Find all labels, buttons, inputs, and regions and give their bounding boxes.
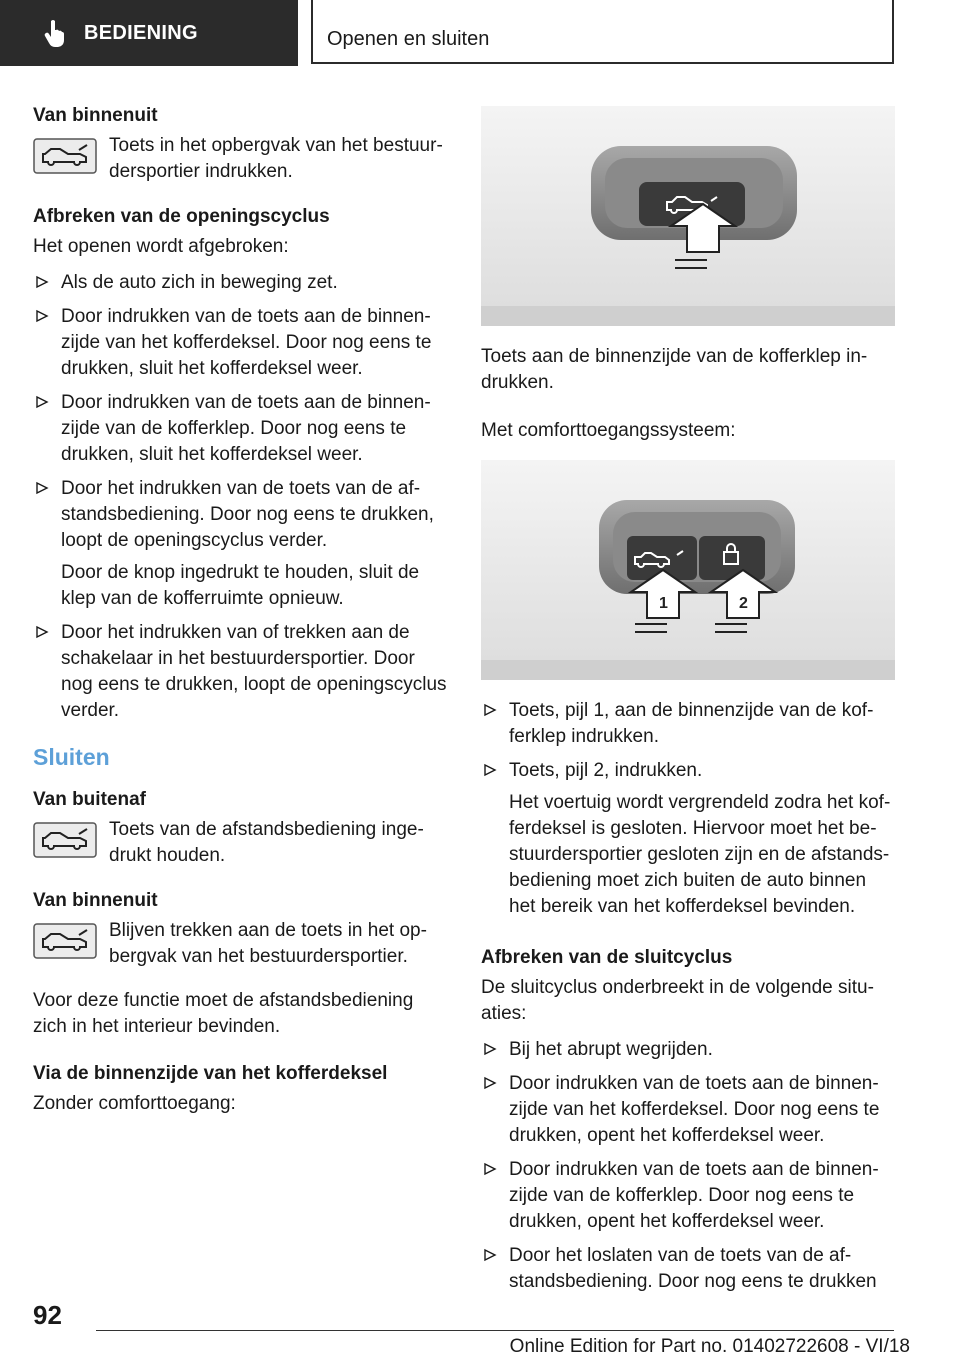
instruction-van-binnenuit-sluiten [33, 918, 451, 970]
instruction-van-binnenuit [33, 133, 451, 185]
list-item-text: Toets, pijl 1, aan de binnenzijde van de kofferklep indrukken. [509, 700, 874, 747]
triangle-bullet-icon [483, 1076, 497, 1090]
list-afbreken-sluitcyclus [481, 1037, 895, 1295]
triangle-bullet-icon [35, 275, 49, 289]
list-comfort-steps [481, 698, 895, 920]
list-item [33, 304, 451, 382]
triangle-bullet-icon [483, 763, 497, 777]
header-topic: Openen en sluiten [327, 28, 490, 50]
triangle-bullet-icon [483, 1042, 497, 1056]
arrow-label-1: 1 [659, 595, 668, 612]
header-topic-box [311, 0, 894, 64]
list-item-extra-text: Het voertuig wordt vergrendeld zodra het kofferdeksel is gesloten. Hiervoor moet het bestuurdersportier gesloten zijn en de afstandsbediening moet zich buiten de auto binnen het bereik van het kofferdeksel bevinden. [509, 792, 891, 917]
text-zonder-comforttoegang: Zonder comforttoegang: [33, 1093, 236, 1114]
text-afbreken-intro: Het openen wordt afgebroken: [33, 236, 289, 257]
subhead-afbreken-sluitcyclus: Afbreken van de sluitcyclus [481, 947, 733, 968]
subhead-van-buitenaf: Van buitenaf [33, 789, 146, 810]
list-item [481, 1243, 895, 1295]
list-item-text: Door indrukken van de toets aan de binnenzijde van het kofferdeksel. Door nog eens te drukken, sluit het kofferdeksel weer. [61, 306, 432, 379]
car-trunk-icon [33, 822, 97, 858]
subhead-via-binnenzijde: Via de binnenzijde van het kofferdeksel [33, 1063, 388, 1084]
triangle-bullet-icon [483, 1248, 497, 1262]
caption-figure-1: Toets aan de binnenzijde van de kofferklep indrukken. [481, 346, 868, 393]
list-item [481, 698, 895, 750]
arrow-label-2: 2 [739, 595, 748, 612]
list-item-text: Bij het abrupt wegrijden. [509, 1039, 713, 1060]
text-met-comfort: Met comforttoegangssysteem: [481, 420, 736, 441]
list-item [481, 758, 895, 920]
list-item-text: Als de auto zich in beweging zet. [61, 272, 338, 293]
triangle-bullet-icon [35, 395, 49, 409]
list-item-text: Door het indrukken van de toets van de afstandsbediening. Door nog eens te drukken, loopt de openingscyclus verder. [61, 478, 434, 551]
list-item [33, 390, 451, 468]
subhead-van-binnenuit: Van binnenuit [33, 105, 158, 126]
car-trunk-icon [33, 138, 97, 174]
instruction-van-buitenaf [33, 817, 451, 869]
subhead-afbreken-openingscyclus: Afbreken van de openingscyclus [33, 206, 330, 227]
figure-trunk-button-single [481, 106, 895, 326]
text-van-binnenuit: Toets in het opbergvak van het bestuurdersportier indrukken. [109, 135, 443, 182]
list-item-text: Door het indrukken van of trekken aan de schakelaar in het bestuurdersportier. Door nog eens te drukken, loopt de openingscyclus verder. [61, 622, 447, 721]
list-item [481, 1157, 895, 1235]
list-item [33, 620, 451, 724]
triangle-bullet-icon [35, 309, 49, 323]
list-item-text: Door indrukken van de toets aan de binnenzijde van de kofferklep. Door nog eens te drukken, opent het kofferdeksel weer. [509, 1159, 879, 1232]
header-section-label: BEDIENING [84, 21, 198, 44]
list-item-text: Toets, pijl 2, indrukken. [509, 760, 703, 781]
list-afbreken-openingscyclus [33, 270, 451, 724]
hand-pointer-icon [42, 19, 66, 47]
text-van-binnenuit-sluiten: Blijven trekken aan de toets in het opbergvak van het bestuurdersportier. [109, 920, 427, 967]
subhead-van-binnenuit-sluiten: Van binnenuit [33, 890, 158, 911]
text-voorwaarde: Voor deze functie moet de afstandsbediening zich in het interieur bevinden. [33, 990, 414, 1037]
list-item-text: Door het loslaten van de toets van de afstandsbediening. Door nog eens te drukken [509, 1245, 877, 1292]
list-item-text: Door indrukken van de toets aan de binnenzijde van het kofferdeksel. Door nog eens te drukken, opent het kofferdeksel weer. [509, 1073, 880, 1146]
text-afbreken-sluit-intro: De sluitcyclus onderbreekt in de volgende situaties: [481, 977, 874, 1024]
car-trunk-icon [33, 923, 97, 959]
list-item [481, 1037, 895, 1063]
figure-trunk-button-comfort [481, 460, 895, 680]
triangle-bullet-icon [35, 481, 49, 495]
text-van-buitenaf: Toets van de afstandsbediening ingedrukt houden. [109, 819, 424, 866]
list-item [33, 270, 451, 296]
triangle-bullet-icon [35, 625, 49, 639]
list-item-text: Door indrukken van de toets aan de binnenzijde van de kofferklep. Door nog eens te drukken, sluit het kofferdeksel weer. [61, 392, 431, 465]
header-section-tab [0, 0, 298, 66]
section-title-sluiten: Sluiten [33, 744, 110, 770]
right-column [481, 106, 895, 1309]
list-item [33, 476, 451, 612]
triangle-bullet-icon [483, 1162, 497, 1176]
triangle-bullet-icon [483, 703, 497, 717]
list-item-extra-text: Door de knop ingedrukt te houden, sluit de klep van de kofferruimte opnieuw. [61, 562, 420, 609]
page-number: 92 [33, 1300, 62, 1330]
list-item [481, 1071, 895, 1149]
left-column [33, 102, 451, 1127]
footer-edition-link[interactable]: Online Edition for Part no. 01402722608 - VI/18 [509, 1336, 910, 1357]
footer-divider [96, 1330, 894, 1331]
